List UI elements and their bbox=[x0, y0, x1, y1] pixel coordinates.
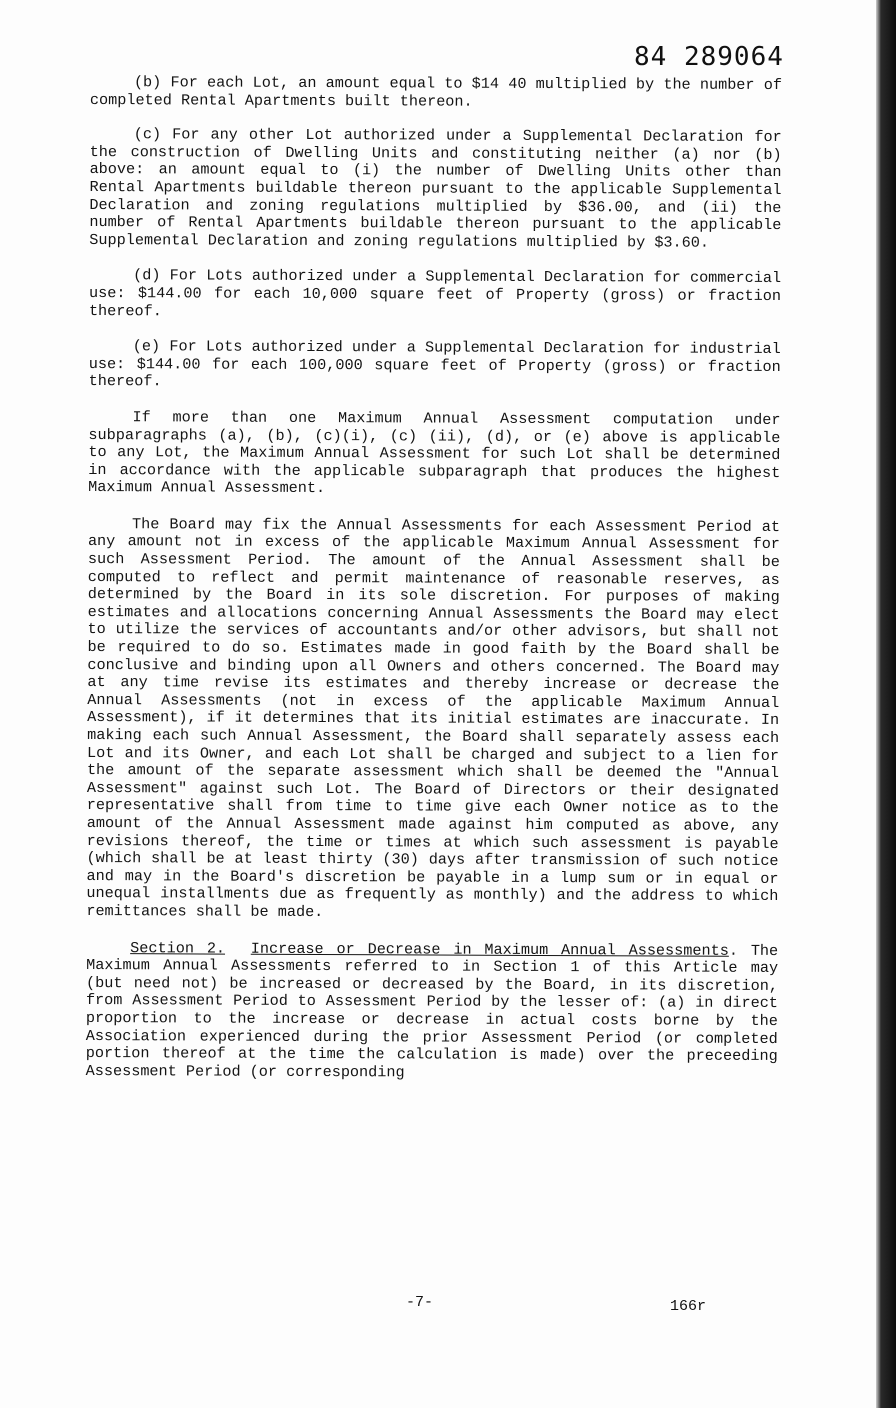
scan-edge bbox=[876, 0, 896, 1408]
paragraph-b: (b) For each Lot, an amount equal to $14 40 multiplied by the number of completed Rental Apartments built thereon. bbox=[89, 73, 782, 111]
document-number: 84 289064 bbox=[634, 42, 784, 72]
paragraph-e: (e) For Lots authorized under a Supplemental Declaration for industrial use: $144.00 for each 100,000 square feet of Property (gross) or fraction thereof. bbox=[88, 337, 781, 391]
document-body bbox=[86, 74, 782, 1083]
section-2-number: Section 2. bbox=[130, 938, 226, 958]
paragraph-c: (c) For any other Lot authorized under a Supplemental Declaration for the construction of Dwelling Units and constituting neither (a) nor (b) above: an amount equal to (i) the number of Dwelling Units other than Rental Apartments buildable thereon pursuant to the applicable Supplemental Declaration and zoning regulations multiplied by $36.00, and (ii) the number of Rental Apartments buildable thereon pursuant to the applicable Supplemental Declaration and zoning regulations multiplied by $3.60. bbox=[89, 125, 782, 252]
page-number: -7- bbox=[406, 1294, 434, 1311]
footer-code: 166r bbox=[670, 1298, 707, 1315]
section-2-text: . The Maximum Annual Assessments referred to in Section 1 of this Article may (but need not) be increased or decreased by the Board, in its discretion, from Assessment Period to Assessment Period by the lesser of: (a) in direct proportion to the increase or decrease in actual costs borne by the Association experienced during the prior Assessment Period (or completed portion thereof at the time the calculation is made) over the preceeding Assessment Period (or corresponding bbox=[85, 941, 779, 1082]
paragraph-if-more: If more than one Maximum Annual Assessment computation under subparagraphs (a), (b), (c)(i), (c) (ii), (d), or (e) above is applicable to any Lot, the Maximum Annual Assessment for such Lot shall be determined in accordance with the applicable subparagraph that produces the highest Maximum Annual Assessment. bbox=[88, 408, 781, 498]
section-2 bbox=[86, 940, 779, 1084]
paragraph-board: The Board may fix the Annual Assessments for each Assessment Period at any amount not in excess of the applicable Maximum Annual Assessment for such Assessment Period. The amount of the Annual Assessment shall be computed to reflect and permit maintenance of reasonable reserves, as determined by the Board in its sole discretion. For purposes of making estimates and allocations concerning Annual Assessments the Board may elect to utilize the services of accountants and/or other advisors, but shall not be required to do so. Estimates made in good faith by the Board shall be conclusive and binding upon all Owners and others concerned. The Board may at any time revise its estimates and thereby increase or decrease the Annual Assessments (not in excess of the applicable Maximum Annual Assessment), if it determines that its initial estimates are inaccurate. In making each such Annual Assessment, the Board shall separately assess each Lot and its Owner, and each Lot shall be charged and subject to a lien for the amount of the separate assessment which shall be deemed the "Annual Assessment" against such Lot. The Board of Directors or their designated representative shall from time to time give each Owner notice as to the amount of the Annual Assessment made against him computed as above, any revisions thereof, the time or times at which such assessment is payable (which shall be at least thirty (30) days after transmission of such notice and may in the Board's discretion be payable in a lump sum or in equal or unequal installments due as frequently as monthly) and the address to which remittances shall be made. bbox=[86, 515, 781, 921]
section-2-heading: Increase or Decrease in Maximum Annual Assessments bbox=[250, 939, 729, 960]
paragraph-d: (d) For Lots authorized under a Supplemental Declaration for commercial use: $144.00 for each 10,000 square feet of Property (gross) or fraction thereof. bbox=[88, 266, 782, 320]
